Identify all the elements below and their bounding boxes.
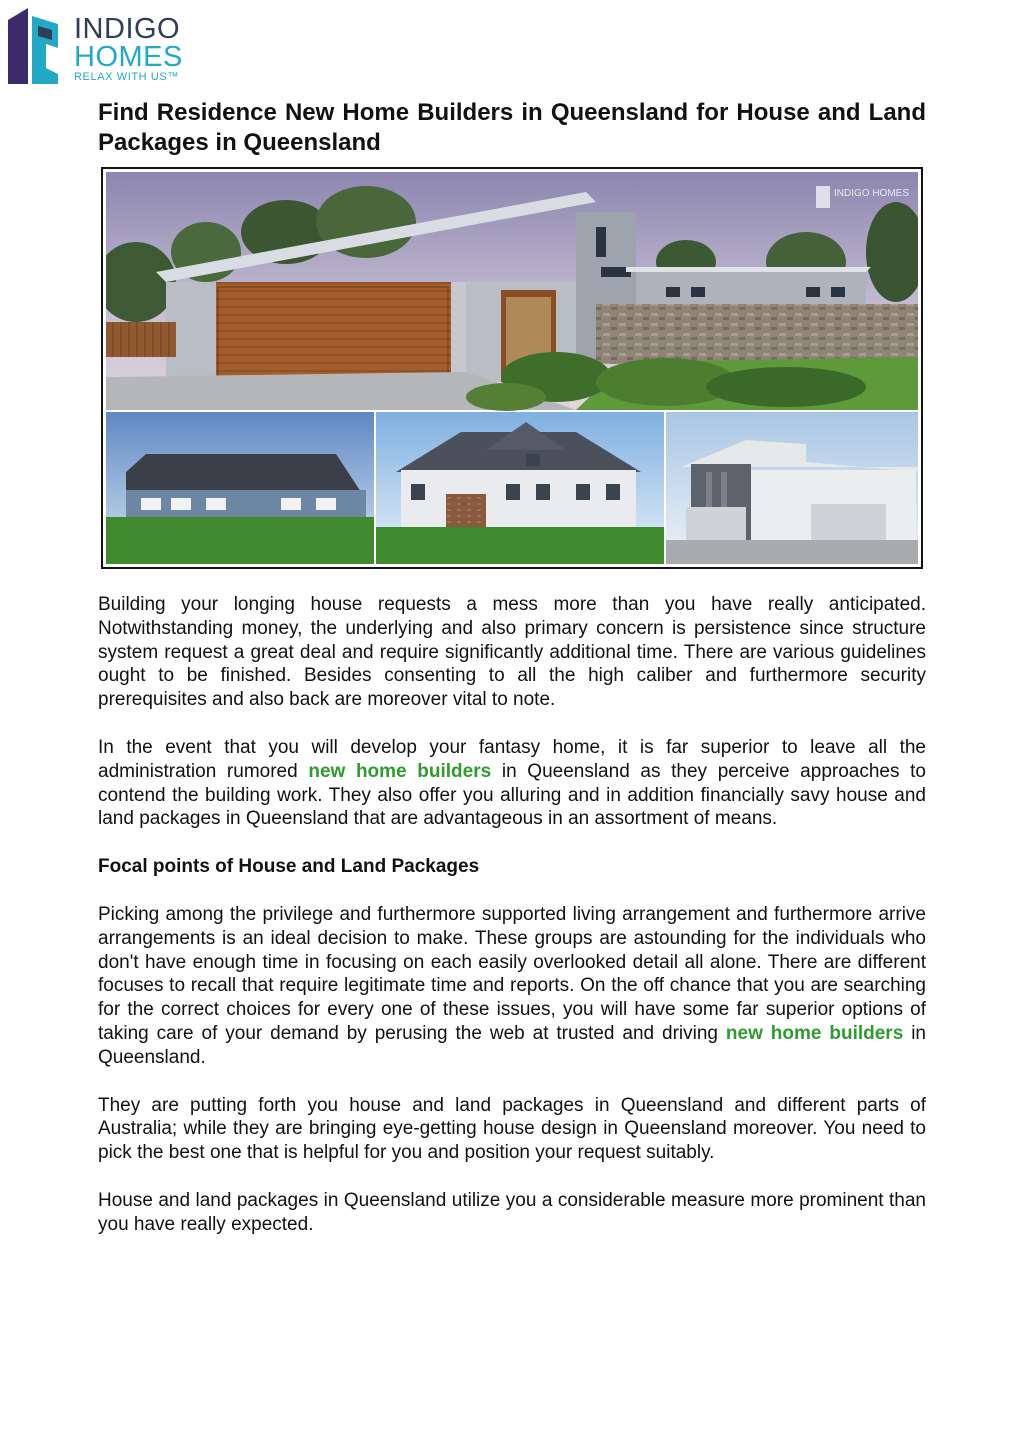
article-body [98,593,926,1261]
hero-watermark: INDIGO HOMES [834,188,910,199]
brand-tagline: RELAX WITH US™ [74,71,179,83]
paragraph-2: In the event that you will develop your fantasy home, it is far superior to leave all the administration rumored new home builders in Queensland as they perceive approaches to contend the building work. They also offer you alluring and in addition financially savy house and land packages in Queensland that are advantageous in an assortment of means. [98,736,926,830]
page-title: Find Residence New Home Builders in Queensland for House and Land Packages in Queensland [98,99,926,156]
house-logo-icon [6,4,64,86]
paragraph-1: Building your longing house requests a mess more than you have really anticipated. Notwithstanding money, the underlying and also primary concern is persistence since structure system request a great deal and require significantly additional time. There are various guidelines ought to be finished. Besides consenting to all the high caliber and furthermore security prerequisites and also back are moreover vital to note. [98,594,926,711]
brand-name-line1: INDIGO [74,13,181,45]
brand-name-line2: HOMES [74,41,183,73]
paragraph-5: House and land packages in Queensland utilize you a considerable measure more prominent than you have really expected. [98,1189,926,1235]
paragraph-4: They are putting forth you house and land packages in Queensland and different parts of Australia; while they are bringing eye-getting house design in Queensland moreover. You need to pick the best one that is helpful for you and position your request suitably. [98,1094,926,1164]
brand-logo [6,4,196,86]
hero-image-collage [101,167,923,569]
new-home-builders-link[interactable]: new home builders [308,760,492,782]
section-heading: Focal points of House and Land Packages [98,856,480,878]
paragraph-3: Picking among the privilege and furthermore supported living arrangement and furthermore arrive arrangements is an ideal decision to make. These groups are astounding for the individuals who don't have enough time in focusing on each easily overlooked detail all alone. There are different focuses to recall that require legitimate time and reports. On the off chance that you are searching for the correct choices for every one of these issues, you will have some far superior options of taking care of your demand by perusing the web at trusted and driving new home builders in Queensland. [98,903,926,1068]
new-home-builders-link-2[interactable]: new home builders [725,1022,904,1044]
